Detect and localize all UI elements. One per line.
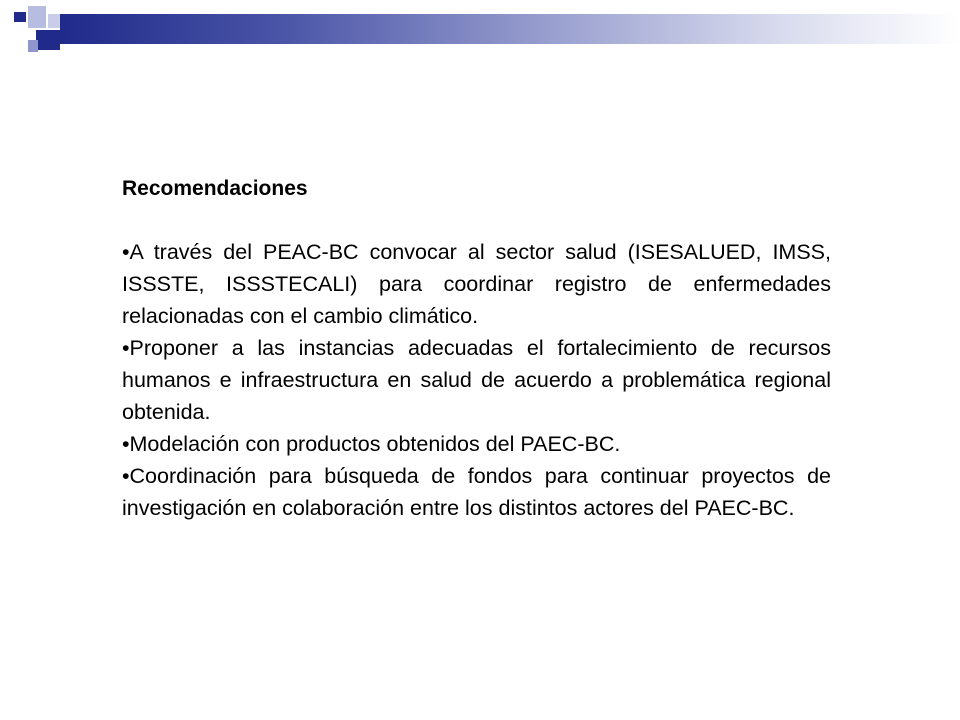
decor-square-navy: [14, 12, 26, 22]
decor-square-light-small: [48, 14, 60, 28]
bullet-list: [122, 236, 831, 524]
bullet-item: •Modelación con productos obtenidos del PAEC-BC.: [122, 432, 621, 456]
decor-square-navy-large: [36, 30, 60, 50]
bullet-item: •Proponer a las instancias adecuadas el fortalecimiento de recursos humanos e infraestructura en salud de acuerdo a problemática regional obtenida.: [122, 336, 831, 424]
decor-square-mid: [28, 40, 38, 52]
bullet-item: •Coordinación para búsqueda de fondos para continuar proyectos de investigación en colaboración entre los distintos actores del PAEC-BC.: [122, 464, 831, 520]
slide-content: [122, 174, 831, 524]
header-gradient-bar: [60, 14, 960, 44]
slide-title: Recomendaciones: [122, 177, 308, 200]
header-decoration: [0, 0, 960, 60]
bullet-item: •A través del PEAC-BC convocar al sector salud (ISESALUED, IMSS, ISSSTE, ISSSTECALI) para coordinar registro de enfermedades relacionadas con el cambio climático.: [122, 240, 831, 328]
decor-square-light: [28, 6, 46, 28]
